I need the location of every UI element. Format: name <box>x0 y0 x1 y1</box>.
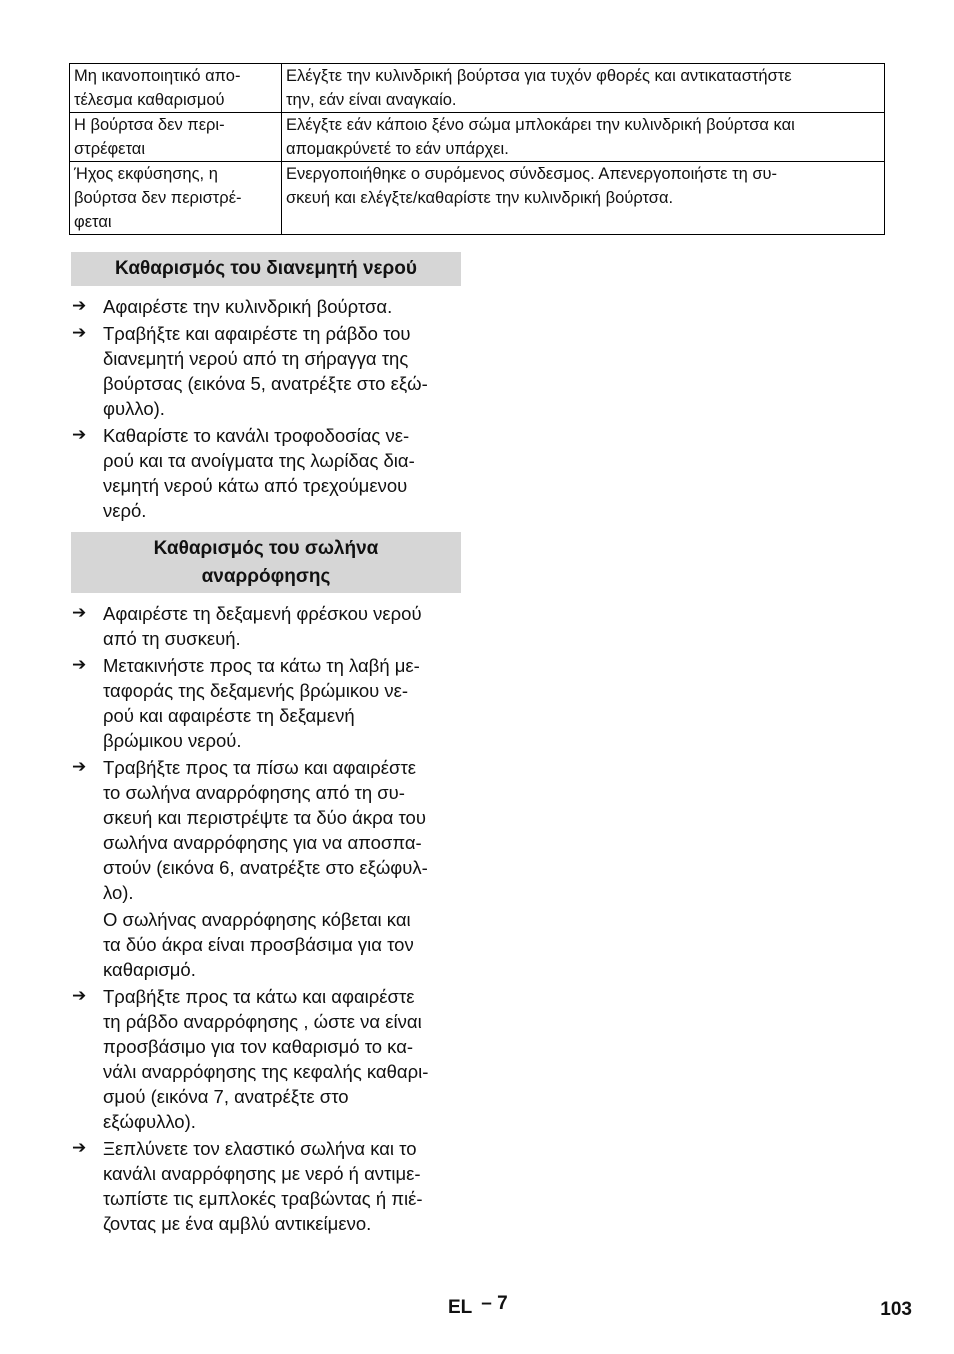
cell-text-line: απομακρύνετέ το εάν υπάρχει. <box>286 140 509 158</box>
list-item-text-line: βούρτσας (εικόνα 5, ανατρέξτε στο εξώ- <box>103 373 428 394</box>
note-text-line: τα δύο άκρα είναι προσβάσιμα για τον <box>103 934 414 955</box>
list-item-text-line: νάλι αναρρόφησης της κεφαλής καθαρι- <box>103 1061 429 1082</box>
list-item <box>71 653 463 753</box>
list-item <box>71 601 463 651</box>
cell-text-line: την, εάν είναι αναγκαίο. <box>286 91 457 109</box>
note-paragraph <box>71 907 463 982</box>
section-title-line: Καθαρισμός του σωλήνα <box>153 538 379 559</box>
arrow-right-icon: ➔ <box>72 986 87 1006</box>
list-item <box>71 984 463 1134</box>
list-item-text-line: νεμητή νερού κάτω από τρεχούμενου <box>103 475 408 496</box>
cell-text-line: Μη ικανοποιητικό απο- <box>74 67 241 85</box>
list-item-text-line: Τραβήξτε προς τα κάτω και αφαιρέστε <box>103 986 415 1007</box>
section-page-number: – 7 <box>481 1293 508 1314</box>
cell-text-line: Ενεργοποιήθηκε ο συρόμενος σύνδεσμος. Απενεργοποιήστε τη συ- <box>286 165 778 183</box>
cell-text-line: τέλεσμα καθαρισμού <box>74 91 225 109</box>
list-item-text-line: φυλλο). <box>103 398 165 419</box>
list-item-text-line: εξώφυλλο). <box>103 1111 196 1132</box>
arrow-right-icon: ➔ <box>72 296 87 316</box>
list-item-text-line: Καθαρίστε το κανάλι τροφοδοσίας νε- <box>103 425 410 446</box>
remedy-cell <box>282 113 885 162</box>
arrow-right-icon: ➔ <box>72 757 87 777</box>
list-item-text-line: βρώμικου νερού. <box>103 730 242 751</box>
list-item-text-line: κανάλι αναρρόφησης με νερό ή αντιμε- <box>103 1163 421 1184</box>
cell-text-line: Ελέγξτε την κυλινδρική βούρτσα για τυχόν φθορές και αντικαταστήστε <box>286 67 792 85</box>
page-number: 103 <box>880 1299 912 1320</box>
list-item-text-line: το σωλήνα αναρρόφησης από τη συ- <box>103 782 405 803</box>
arrow-right-icon: ➔ <box>72 425 87 445</box>
table-row <box>70 113 885 162</box>
troubleshooting-table <box>69 63 885 235</box>
list-item-text-line: Τραβήξτε και αφαιρέστε τη ράβδο του <box>103 323 411 344</box>
list-item-text-line: ταφοράς της δεξαμενής βρώμικου νε- <box>103 680 409 701</box>
arrow-right-icon: ➔ <box>72 655 87 675</box>
list-item <box>71 294 463 319</box>
list-item-text-line: από τη συσκευή. <box>103 628 241 649</box>
remedy-cell <box>282 64 885 113</box>
page-footer-section <box>448 1293 508 1319</box>
list-item-text-line: Αφαιρέστε την κυλινδρική βούρτσα. <box>103 296 393 317</box>
list-item-text-line: σωλήνα αναρρόφησης για να αποσπα- <box>103 832 422 853</box>
language-code: EL <box>448 1297 472 1318</box>
list-item-text-line: Αφαιρέστε τη δεξαμενή φρέσκου νερού <box>103 603 422 624</box>
list-item-text-line: προσβάσιμο για τον καθαρισμό το κα- <box>103 1036 414 1057</box>
list-item <box>71 321 463 421</box>
list-item <box>71 755 463 905</box>
note-text-line: καθαρισμό. <box>103 959 196 980</box>
list-item-text-line: τωπίστε τις εμπλοκές τραβώντας ή πιέ- <box>103 1188 423 1209</box>
list-item-text-line: ρού και αφαιρέστε τη δεξαμενή <box>103 705 355 726</box>
table-row <box>70 162 885 235</box>
fault-cell <box>70 162 282 235</box>
arrow-right-icon: ➔ <box>72 603 87 623</box>
remedy-cell <box>282 162 885 235</box>
list-item-text-line: λο). <box>103 882 134 903</box>
cell-text-line: στρέφεται <box>74 140 145 158</box>
section-title-suction-hose <box>71 532 461 593</box>
cell-text-line: Η βούρτσα δεν περι- <box>74 116 225 134</box>
list-item-text-line: στούν (εικόνα 6, ανατρέξτε στο εξώφυλ- <box>103 857 428 878</box>
list-item-text-line: Τραβήξτε προς τα πίσω και αφαιρέστε <box>103 757 417 778</box>
list-item-text-line: νερό. <box>103 500 147 521</box>
fault-cell <box>70 64 282 113</box>
cell-text-line: Ελέγξτε εάν κάποιο ξένο σώμα μπλοκάρει την κυλινδρική βούρτσα και <box>286 116 795 134</box>
cell-text-line: Ήχος εκφύσησης, η <box>74 165 218 183</box>
list-item-text-line: σκευή και περιστρέψτε τα δύο άκρα του <box>103 807 426 828</box>
fault-cell <box>70 113 282 162</box>
list-item-text-line: Ξεπλύνετε τον ελαστικό σωλήνα και το <box>103 1138 417 1159</box>
water-distributor-steps <box>71 294 463 525</box>
list-item-text-line: Μετακινήστε προς τα κάτω τη λαβή με- <box>103 655 420 676</box>
list-item-text-line: διανεμητή νερού από τη σήραγγα της <box>103 348 409 369</box>
list-item <box>71 1136 463 1236</box>
cell-text-line: σκευή και ελέγξτε/καθαρίστε την κυλινδρική βούρτσα. <box>286 189 674 207</box>
section-title-line: αναρρόφησης <box>201 566 331 587</box>
suction-hose-steps <box>71 601 463 1238</box>
list-item-text-line: ρού και τα ανοίγματα της λωρίδας δια- <box>103 450 415 471</box>
arrow-right-icon: ➔ <box>72 323 87 343</box>
note-text-line: Ο σωλήνας αναρρόφησης κόβεται και <box>103 909 411 930</box>
cell-text-line: φεται <box>74 213 112 231</box>
table-row <box>70 64 885 113</box>
cell-text-line: βούρτσα δεν περιστρέ- <box>74 189 242 207</box>
list-item-text-line: τη ράβδο αναρρόφησης , ώστε να είναι <box>103 1011 422 1032</box>
list-item-text-line: ζοντας με ένα αμβλύ αντικείμενο. <box>103 1213 372 1234</box>
list-item-text-line: σμού (εικόνα 7, ανατρέξτε στο <box>103 1086 349 1107</box>
section-title-water-distributor: Καθαρισμός του διανεμητή νερού <box>71 252 461 286</box>
arrow-right-icon: ➔ <box>72 1138 87 1158</box>
list-item <box>71 423 463 523</box>
